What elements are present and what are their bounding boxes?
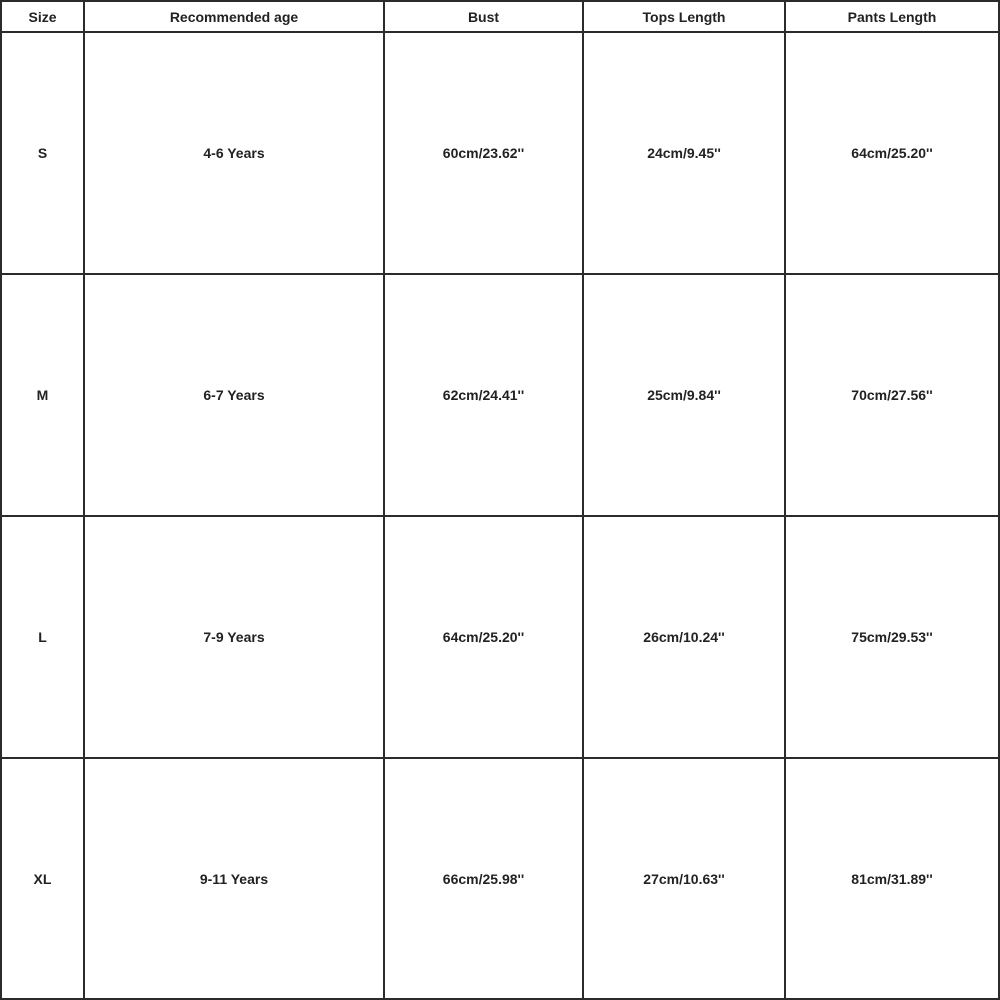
cell-tops-length: 26cm/10.24''	[643, 629, 725, 645]
cell-pants-length: 81cm/31.89''	[851, 870, 933, 887]
cell-pants-length: 64cm/25.20''	[851, 145, 933, 161]
cell-pants-length: 70cm/27.56''	[851, 387, 933, 403]
header-tops-length: Tops Length	[642, 8, 726, 25]
cell-recommended-age: 7-9 Years	[203, 629, 265, 645]
cell-tops-length: 27cm/10.63''	[643, 870, 725, 887]
header-pants-length: Pants Length	[847, 8, 937, 25]
cell-size: L	[38, 629, 47, 645]
cell-bust: 66cm/25.98''	[442, 870, 525, 887]
cell-pants-length: 75cm/29.53''	[851, 629, 933, 645]
cell-tops-length: 25cm/9.84''	[647, 387, 721, 403]
cell-size: XL	[33, 870, 52, 887]
header-size: Size	[28, 8, 57, 25]
cell-bust: 64cm/25.20''	[442, 629, 525, 645]
cell-recommended-age: 4-6 Years	[203, 145, 265, 161]
cell-bust: 60cm/23.62''	[442, 145, 525, 161]
cell-tops-length: 24cm/9.45''	[647, 145, 721, 161]
cell-size: S	[37, 145, 48, 161]
cell-recommended-age: 9-11 Years	[199, 870, 269, 887]
header-recommended-age: Recommended age	[169, 8, 299, 25]
cell-bust: 62cm/24.41''	[442, 387, 525, 403]
header-bust: Bust	[467, 8, 500, 25]
cell-size: M	[36, 387, 49, 403]
cell-recommended-age: 6-7 Years	[203, 387, 265, 403]
